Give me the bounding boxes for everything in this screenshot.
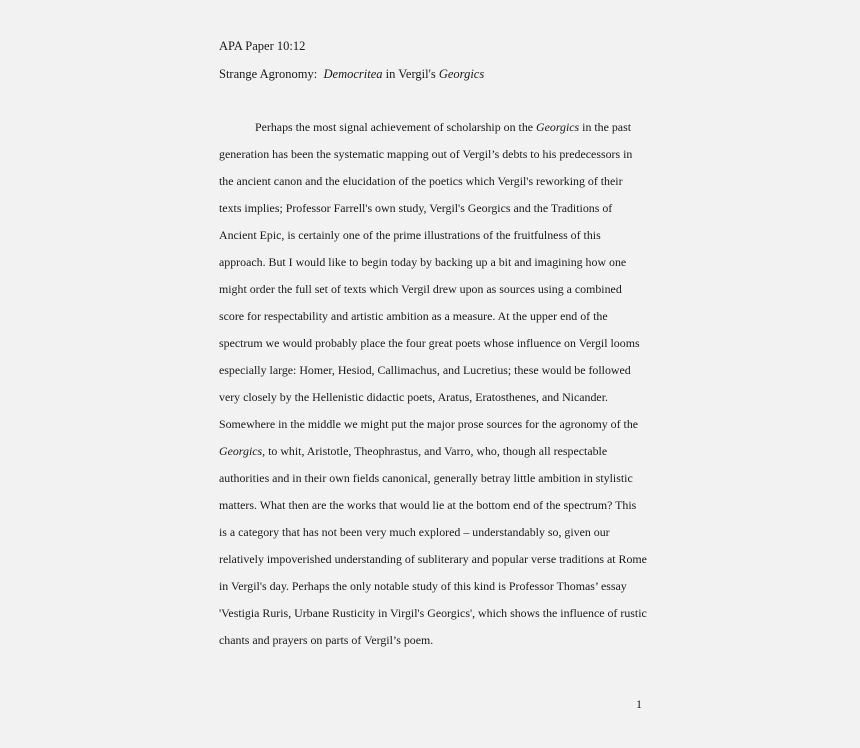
text-line (219, 525, 649, 552)
text-run: relatively impoverished understanding of subliterary and popular verse traditions at Rome (219, 552, 647, 566)
text-line (219, 282, 649, 309)
text-run: chants and prayers on parts of Vergil’s poem. (219, 633, 434, 647)
page-number: 1 (636, 697, 642, 711)
title-italic-georgics: Georgics (438, 67, 485, 81)
text-run: especially large: Homer, Hesiod, Callimachus, and Lucretius; these would be followed (219, 363, 631, 377)
text-line (219, 498, 649, 525)
text-run: spectrum we would probably place the four great poets whose influence on Vergil looms (219, 336, 640, 350)
text-run: the ancient canon and the elucidation of the poetics which Vergil's reworking of their (219, 174, 623, 188)
text-line (219, 390, 649, 417)
text-line (219, 174, 649, 201)
text-line (219, 228, 649, 255)
text-line (219, 120, 649, 147)
body-paragraph (219, 120, 649, 660)
italic-title-run: Georgics (536, 120, 580, 134)
text-run: , to whit, Aristotle, Theophrastus, and Varro, who, though all respectable (262, 444, 608, 458)
text-line (219, 363, 649, 390)
text-run: in Vergil's day. Perhaps the only notable study of this kind is Professor Thomas’ essay (219, 579, 627, 593)
title-prefix: Strange Agronomy: (219, 67, 324, 81)
text-run: 'Vestigia Ruris, Urbane Rusticity in Virgil's Georgics', which shows the influence of rustic (219, 606, 647, 620)
text-line (219, 633, 649, 660)
running-head: APA Paper 10:12 (219, 39, 306, 53)
text-line (219, 606, 649, 633)
text-line (219, 417, 649, 444)
text-run: score for respectability and artistic ambition as a measure. At the upper end of the (219, 309, 608, 323)
text-line (219, 147, 649, 174)
text-run: Somewhere in the middle we might put the major prose sources for the agronomy of the (219, 417, 639, 431)
text-run: authorities and in their own fields canonical, generally betray little ambition in stylistic (219, 471, 633, 485)
text-run: texts implies; Professor Farrell's own study, Vergil's Georgics and the Traditions of (219, 201, 613, 215)
text-run: is a category that has not been very much explored – understandably so, given our (219, 525, 610, 539)
paper-title (219, 67, 484, 81)
text-line (219, 471, 649, 498)
text-run: generation has been the systematic mapping out of Vergil’s debts to his predecessors in (219, 147, 633, 161)
text-line (219, 255, 649, 282)
text-run: might order the full set of texts which Vergil drew upon as sources using a combined (219, 282, 622, 296)
text-run: very closely by the Hellenistic didactic poets, Aratus, Eratosthenes, and Nicander. (219, 390, 608, 404)
text-run: Perhaps the most signal achievement of scholarship on the (255, 120, 537, 134)
text-run: matters. What then are the works that would lie at the bottom end of the spectrum? This (219, 498, 637, 512)
text-run: Ancient Epic, is certainly one of the prime illustrations of the fruitfulness of this (219, 228, 601, 242)
text-line (219, 552, 649, 579)
text-run: in the past (579, 120, 632, 134)
text-line (219, 444, 649, 471)
title-mid: in Vergil's (382, 67, 439, 81)
text-run: approach. But I would like to begin today by backing up a bit and imagining how one (219, 255, 627, 269)
italic-title-run: Georgics (219, 444, 263, 458)
text-line (219, 201, 649, 228)
text-line (219, 579, 649, 606)
title-italic-democritea: Democritea (323, 67, 383, 81)
text-line (219, 309, 649, 336)
text-line (219, 336, 649, 363)
